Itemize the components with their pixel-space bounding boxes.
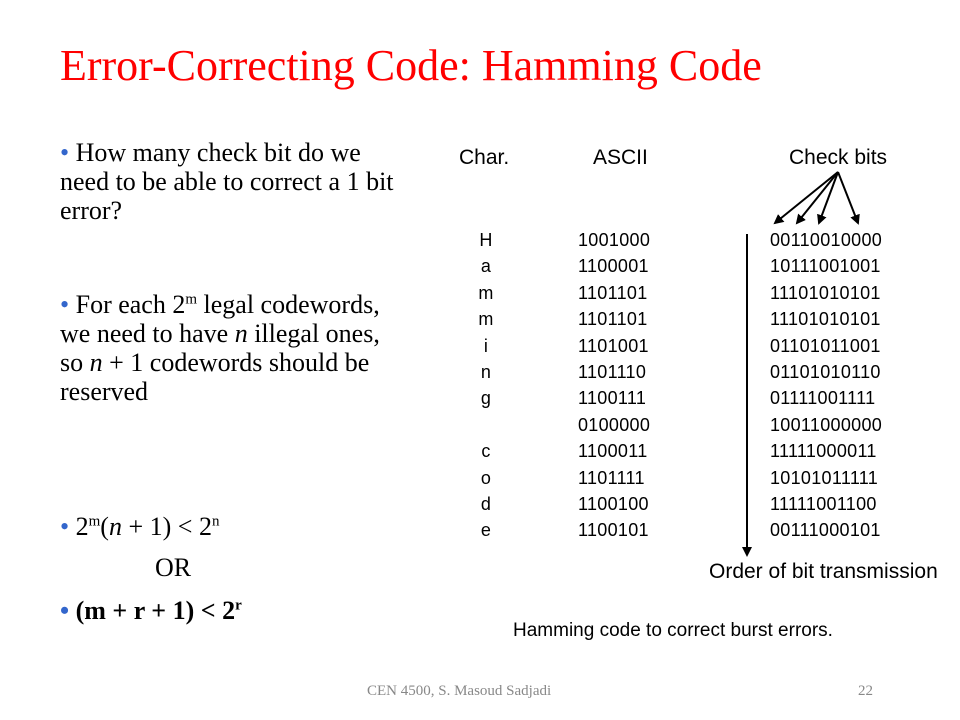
row-check-bits: 00111000101 [770, 520, 881, 540]
bullet-legal-codewords: • For each 2$^m$ legal codewords, we need to have n illegal ones, so n + 1 codewords should be reserved [60, 290, 380, 406]
row-check-bits: 10101011111 [770, 468, 879, 488]
footer-course: CEN 4500, S. Masoud Sadjadi [367, 683, 552, 699]
bullet-dot: • [60, 290, 70, 319]
row-char: e [480, 520, 492, 540]
row-ascii: 1100100 [578, 494, 649, 514]
row-check-bits: 01111001111 [770, 388, 876, 408]
row-ascii: 1101101 [578, 283, 648, 303]
check-bit-arrows [775, 172, 858, 223]
row-check-bits: 00110010000 [770, 230, 883, 250]
bullet-dot: • [60, 138, 70, 167]
row-ascii: 1101110 [578, 362, 647, 382]
row-char: H [479, 230, 493, 250]
row-char: m [478, 309, 494, 329]
row-check-bits: 10111001001 [770, 256, 881, 276]
row-check-bits: 11101010101 [770, 283, 881, 303]
header-ascii: ASCII [593, 146, 648, 169]
row-check-bits: 11111000011 [770, 441, 877, 461]
row-char: n [480, 362, 492, 382]
footer-page-number: 22 [858, 683, 873, 699]
row-ascii: 1100011 [578, 441, 648, 461]
bullet-inequality: • $2^m(n + 1) < 2^n$ [60, 512, 220, 541]
order-of-transmission-label: Order of bit transmission [709, 560, 938, 583]
row-char: c [481, 441, 491, 461]
header-char: Char. [459, 146, 510, 169]
row-char: m [478, 283, 494, 303]
bullet-hamming-bound: • $(m + r + 1) < 2^r$ [60, 596, 242, 625]
row-ascii: 1100101 [578, 520, 649, 540]
bullet-check-bits-question: • How many check bit do we need to be able to correct a 1 bit error? [60, 138, 394, 225]
row-check-bits: 01101010110 [770, 362, 881, 382]
row-char: a [480, 256, 492, 276]
row-ascii: 1100001 [578, 256, 649, 276]
row-ascii: 1100111 [578, 388, 647, 408]
or-label: OR [155, 553, 192, 582]
row-ascii: 1101111 [578, 468, 645, 488]
row-char: d [480, 494, 492, 514]
row-check-bits: 01101011001 [770, 336, 881, 356]
row-char: o [480, 468, 492, 488]
bullet-dot: • [60, 596, 70, 625]
row-char: i [483, 336, 489, 356]
row-ascii: 1001000 [578, 230, 651, 250]
row-check-bits: 11101010101 [770, 309, 881, 329]
row-char: g [480, 388, 492, 408]
row-ascii: 1101101 [578, 309, 648, 329]
row-ascii: 0100000 [578, 415, 651, 435]
row-ascii: 1101001 [578, 336, 649, 356]
header-check-bits: Check bits [789, 146, 888, 169]
row-check-bits: 10011000000 [770, 415, 883, 435]
slide-title: Error-Correcting Code: Hamming Code [60, 41, 762, 90]
bullet-dot: • [60, 512, 70, 541]
row-check-bits: 11111001100 [770, 494, 877, 514]
figure-caption: Hamming code to correct burst errors. [513, 620, 833, 641]
